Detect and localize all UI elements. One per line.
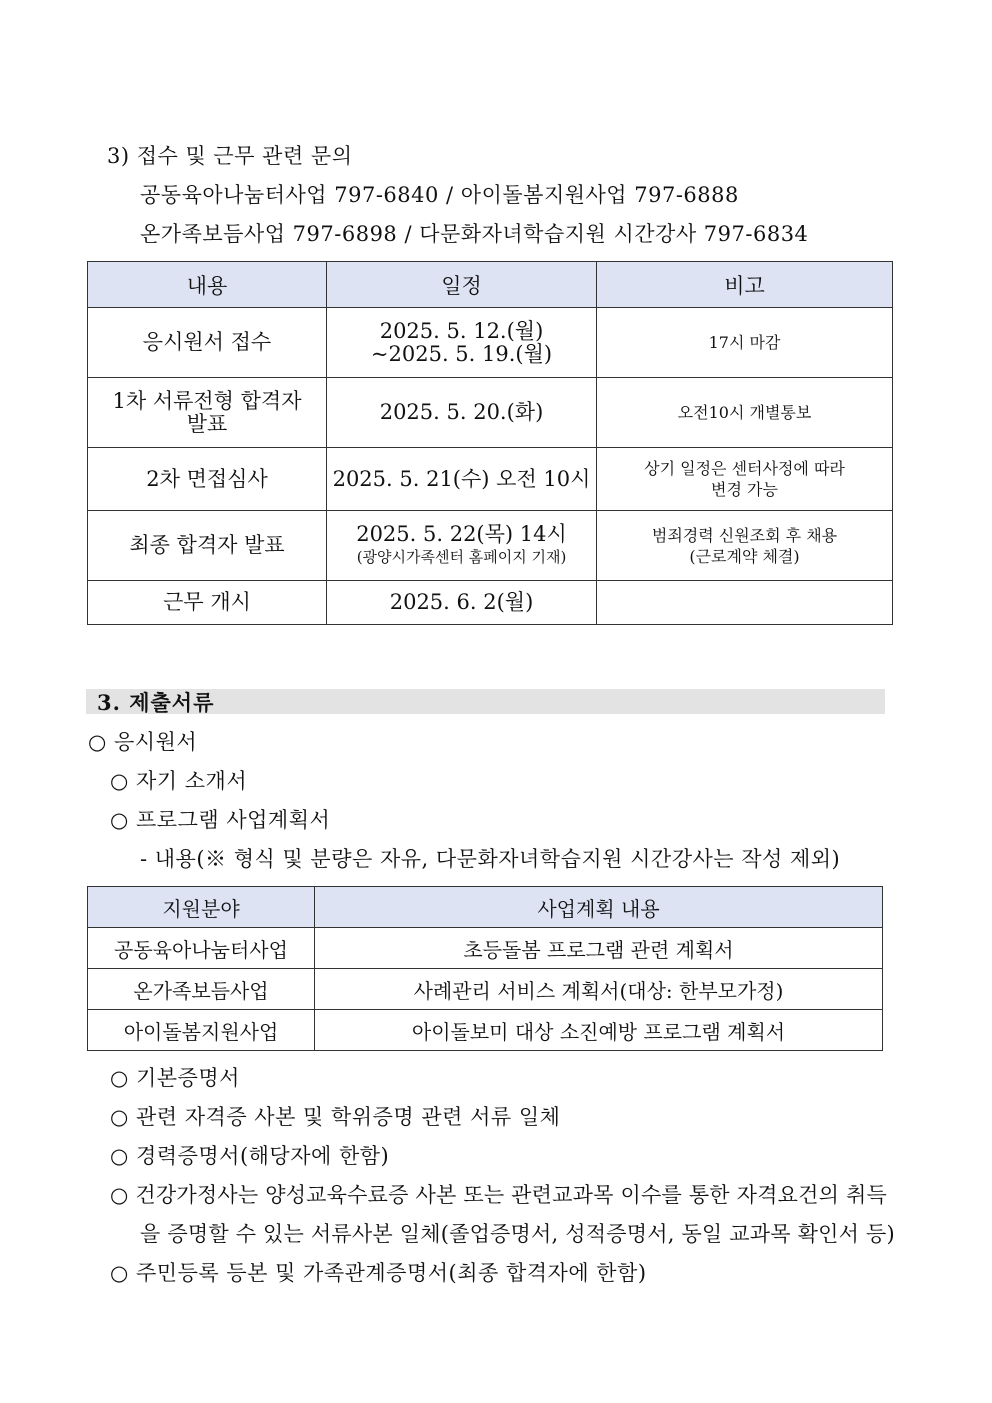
header-field: 지원분야 <box>88 887 315 928</box>
plan-content: 초등돌봄 프로그램 관련 계획서 <box>315 928 883 969</box>
row-item-line: 발표 <box>186 411 228 436</box>
list-item-text: 응시원서 <box>114 730 198 754</box>
plan-content: 아이돌보미 대상 소진예방 프로그램 계획서 <box>315 1010 883 1051</box>
row-date <box>327 511 597 581</box>
plan-table <box>87 886 883 1051</box>
plan-header-row <box>88 887 883 928</box>
table-row <box>88 1010 883 1051</box>
circle-bullet-icon: ○ <box>88 730 107 754</box>
row-item: 응시원서 접수 <box>88 308 327 378</box>
inquiry-heading: 3) 접수 및 근무 관련 문의 <box>107 144 353 168</box>
row-date <box>327 308 597 378</box>
table-row <box>88 581 893 625</box>
list-item <box>110 804 330 834</box>
list-item-text: 관련 자격증 사본 및 학위증명 관련 서류 일체 <box>136 1105 561 1129</box>
list-item <box>110 765 247 795</box>
circle-bullet-icon: ○ <box>110 1105 129 1129</box>
list-item-text: 경력증명서(해당자에 한함) <box>136 1144 390 1168</box>
row-note-line: 상기 일정은 센터사정에 따라 <box>644 459 845 478</box>
list-item <box>110 1140 389 1170</box>
list-item-continuation: 을 증명할 수 있는 서류사본 일체(졸업증명서, 성적증명서, 동일 교과목 확인서 등) <box>140 1222 895 1246</box>
list-item-text: 주민등록 등본 및 가족관계증명서(최종 합격자에 한함) <box>136 1261 647 1285</box>
row-item-line: 1차 서류전형 합격자 <box>112 388 302 413</box>
list-item <box>110 1179 887 1209</box>
plan-field: 아이돌봄지원사업 <box>88 1010 315 1051</box>
list-item-text: 프로그램 사업계획서 <box>136 808 331 832</box>
header-plan: 사업계획 내용 <box>315 887 883 928</box>
plan-content: 사례관리 서비스 계획서(대상: 한부모가정) <box>315 969 883 1010</box>
schedule-header-row <box>88 262 893 308</box>
row-note: 17시 마감 <box>597 308 893 378</box>
circle-bullet-icon: ○ <box>110 769 129 793</box>
inquiry-line-1: 공동육아나눔터사업 797-6840 / 아이돌봄지원사업 797-6888 <box>140 183 739 207</box>
table-row <box>88 928 883 969</box>
table-row <box>88 378 893 448</box>
row-date-line: ~2025. 5. 19.(월) <box>370 341 553 366</box>
row-date-line: 2025. 5. 12.(월) <box>379 318 544 343</box>
header-content: 내용 <box>88 262 327 308</box>
row-item: 근무 개시 <box>88 581 327 625</box>
list-item <box>110 1101 560 1131</box>
header-remark: 비고 <box>597 262 893 308</box>
list-item-text: 자기 소개서 <box>136 769 248 793</box>
plan-note: - 내용(※ 형식 및 분량은 자유, 다문화자녀학습지원 시간강사는 작성 제외) <box>140 847 841 871</box>
table-row <box>88 448 893 511</box>
row-date-sub: (광양시가족센터 홈페이지 기재) <box>356 547 567 566</box>
list-item <box>110 1257 647 1287</box>
plan-field: 공동육아나눔터사업 <box>88 928 315 969</box>
circle-bullet-icon: ○ <box>110 1066 129 1090</box>
list-item-text: 기본증명서 <box>136 1066 240 1090</box>
row-date: 2025. 6. 2(월) <box>327 581 597 625</box>
row-item: 최종 합격자 발표 <box>88 511 327 581</box>
circle-bullet-icon: ○ <box>110 1144 129 1168</box>
list-item <box>110 1062 240 1092</box>
section-title: 3. 제출서류 <box>97 690 215 715</box>
inquiry-line-2: 온가족보듬사업 797-6898 / 다문화자녀학습지원 시간강사 797-6834 <box>140 222 809 246</box>
row-note: 오전10시 개별통보 <box>597 378 893 448</box>
row-item: 2차 면접심사 <box>88 448 327 511</box>
row-note-line: 변경 가능 <box>711 480 778 499</box>
plan-field: 온가족보듬사업 <box>88 969 315 1010</box>
circle-bullet-icon: ○ <box>110 1183 129 1207</box>
row-note <box>597 511 893 581</box>
circle-bullet-icon: ○ <box>110 808 129 832</box>
row-note <box>597 448 893 511</box>
row-date: 2025. 5. 20.(화) <box>327 378 597 448</box>
list-item-text: 건강가정사는 양성교육수료증 사본 또는 관련교과목 이수를 통한 자격요건의 취득 <box>135 1183 887 1207</box>
schedule-table <box>87 261 893 625</box>
table-row <box>88 969 883 1010</box>
row-note-line: 범죄경력 신원조회 후 채용 <box>651 525 838 545</box>
row-note-line: (근로계약 체결) <box>689 546 800 566</box>
list-item <box>88 726 197 756</box>
row-date: 2025. 5. 21(수) 오전 10시 <box>327 448 597 511</box>
table-row <box>88 511 893 581</box>
table-row <box>88 308 893 378</box>
row-date-line: 2025. 5. 22(목) 14시 <box>356 521 567 546</box>
circle-bullet-icon: ○ <box>110 1261 129 1285</box>
row-note <box>597 581 893 625</box>
row-item <box>88 378 327 448</box>
header-date: 일정 <box>327 262 597 308</box>
